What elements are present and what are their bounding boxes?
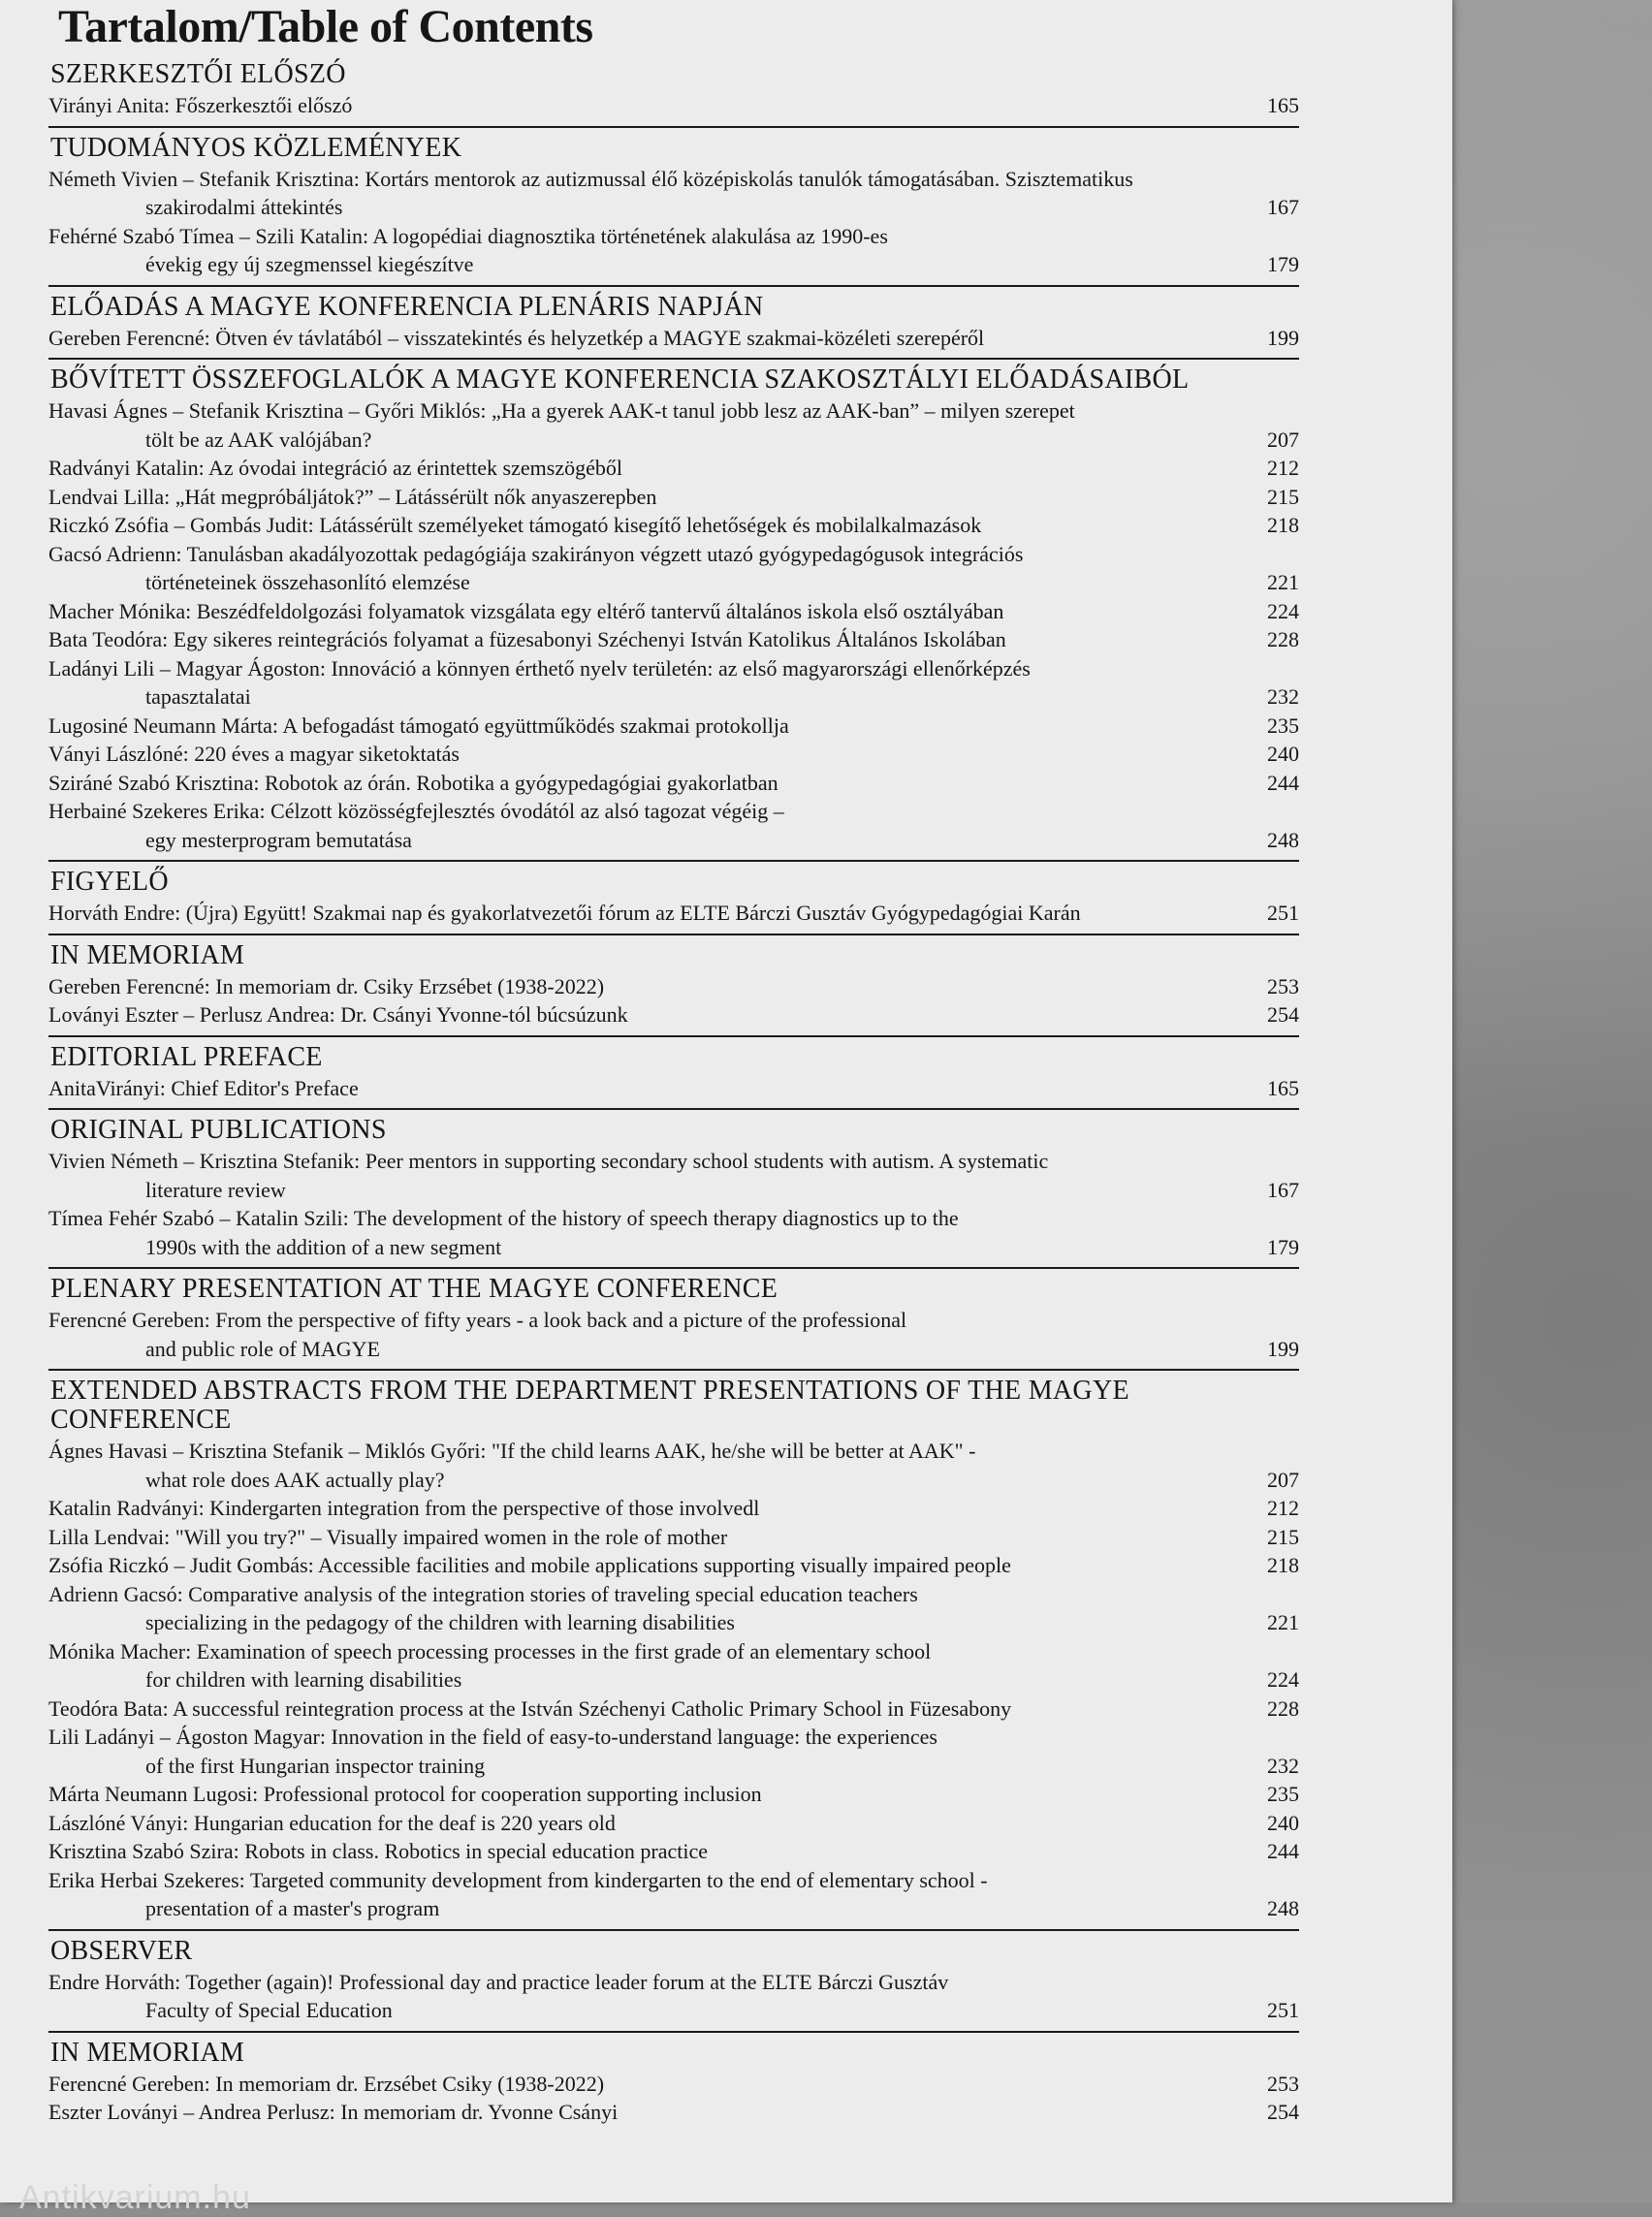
toc-section (48, 1275, 1299, 1371)
entry-title-continuation: specializing in the pedagogy of the children with learning disabilities (145, 1610, 735, 1634)
entry-text-block (48, 1551, 1241, 1580)
entry-title: Gereben Ferencné: Ötven év távlatából – visszatekintés és helyzetkép a MAGYE szakmai-közéleti szerepéről (48, 325, 985, 350)
toc-entry (48, 1968, 1299, 2025)
entry-title: Bata Teodóra: Egy sikeres reintegrációs folyamat a füzesabonyi Széchenyi István Katolikus Általános Iskolában (48, 627, 1006, 651)
page-number: 199 (1267, 1336, 1299, 1361)
entry-text-block (48, 769, 1241, 798)
toc-entry (48, 1204, 1299, 1261)
toc-section (48, 1377, 1299, 1931)
page-number: 215 (1267, 484, 1299, 509)
page-number: 253 (1267, 2071, 1299, 2096)
toc-entry (48, 1551, 1299, 1580)
entry-text-block (48, 1204, 1241, 1261)
entry-text-block (48, 1694, 1241, 1724)
page-number: 212 (1267, 456, 1299, 480)
entry-text-block (48, 625, 1241, 654)
page-number: 248 (1267, 1896, 1299, 1920)
entry-title: Ferencné Gereben: From the perspective of fifty years - a look back and a picture of the professional (48, 1308, 907, 1332)
page-number: 240 (1267, 1810, 1299, 1835)
section-heading: EDITORIAL PREFACE (50, 1041, 323, 1072)
page-number: 254 (1267, 1002, 1299, 1027)
entry-title-continuation: történeteinek összehasonlító elemzése (145, 570, 470, 594)
toc-section (48, 941, 1299, 1037)
entry-title: Sziráné Szabó Krisztina: Robotok az órán. Robotika a gyógypedagógiai gyakorlatban (48, 770, 778, 795)
toc-entry (48, 1523, 1299, 1552)
toc-section (48, 1937, 1299, 2033)
entry-text-block (48, 654, 1241, 712)
page-number: 165 (1267, 1075, 1299, 1100)
toc-entry (48, 1809, 1299, 1838)
entry-text-block (48, 483, 1241, 512)
toc-entry (48, 654, 1299, 712)
page-number: 244 (1267, 1839, 1299, 1863)
toc-section (48, 868, 1299, 935)
entry-title: Herbainé Szekeres Erika: Célzott közösségfejlesztés óvodától az alsó tagozat végéig – (48, 799, 784, 823)
entry-text-block (48, 91, 1241, 120)
entry-title-continuation: évekig egy új szegmenssel kiegészítve (145, 252, 474, 276)
entry-text-block (48, 165, 1241, 222)
entry-title: Mónika Macher: Examination of speech processing processes in the first grade of an elementary school (48, 1638, 932, 1663)
background-surface (1452, 0, 1652, 2202)
entry-title: Macher Mónika: Beszédfeldolgozási folyamatok vizsgálata egy eltérő tantervű általános iskola első osztályában (48, 598, 1004, 623)
entry-text-block (48, 797, 1241, 854)
entry-text-block (48, 1809, 1241, 1838)
toc-entry (48, 1723, 1299, 1780)
table-of-contents (48, 56, 1299, 2138)
toc-entry (48, 511, 1299, 540)
toc-entry (48, 1000, 1299, 1029)
section-heading: IN MEMORIAM (50, 939, 245, 970)
entry-title-continuation: egy mesterprogram bemutatása (145, 827, 412, 852)
page-number: 218 (1267, 513, 1299, 537)
entry-title-continuation: literature review (145, 1177, 286, 1202)
entry-text-block (48, 1780, 1241, 1809)
entry-title: Fehérné Szabó Tímea – Szili Katalin: A logopédiai diagnosztika történetének alakulása az 1990-es (48, 223, 888, 248)
page-number: 248 (1267, 827, 1299, 852)
entry-title: Lendvai Lilla: „Hát megpróbáljátok?” – Látássérült nők anyaszerepben (48, 484, 657, 509)
toc-section (48, 1116, 1299, 1269)
entry-title: Endre Horváth: Together (again)! Professional day and practice leader forum at the ELTE Bárczi Gusztáv (48, 1969, 949, 1994)
entry-title: Havasi Ágnes – Stefanik Krisztina – Győri Miklós: „Ha a gyerek AAK-t tanul jobb lesz az AAK-ban” – milyen szerepet (48, 398, 1075, 423)
page-number: 212 (1267, 1496, 1299, 1520)
entry-title-continuation: 1990s with the addition of a new segment (145, 1234, 502, 1259)
toc-section (48, 293, 1299, 361)
toc-entry (48, 1837, 1299, 1866)
entry-title: Loványi Eszter – Perlusz Andrea: Dr. Csányi Yvonne-tól búcsúzunk (48, 1002, 628, 1027)
section-heading: ELŐADÁS A MAGYE KONFERENCIA PLENÁRIS NAPJÁN (50, 291, 764, 322)
entry-title-continuation: of the first Hungarian inspector training (145, 1753, 486, 1778)
entry-text-block (48, 1000, 1241, 1029)
toc-entry (48, 597, 1299, 626)
page-number: 240 (1267, 742, 1299, 766)
page-number: 232 (1267, 684, 1299, 709)
entry-title-continuation: szakirodalmi áttekintés (145, 195, 343, 219)
page-number: 251 (1267, 1998, 1299, 2022)
toc-section (48, 2039, 1299, 2133)
section-heading: SZERKESZTŐI ELŐSZÓ (50, 59, 346, 89)
page-number: 218 (1267, 1553, 1299, 1577)
page-number: 253 (1267, 973, 1299, 998)
page-number: 235 (1267, 713, 1299, 738)
entry-title: Ladányi Lili – Magyar Ágoston: Innováció a könnyen érthető nyelv területén: az első magyarországi ellenőrképzés (48, 655, 1031, 681)
toc-entry (48, 165, 1299, 222)
page-number: 244 (1267, 770, 1299, 795)
section-heading: EXTENDED ABSTRACTS FROM THE DEPARTMENT PRESENTATIONS OF THE MAGYE CONFERENCE (50, 1376, 1129, 1435)
entry-text-block (48, 222, 1241, 279)
entry-text-block (48, 1523, 1241, 1552)
toc-section (48, 60, 1299, 128)
page-number: 221 (1267, 570, 1299, 594)
toc-entry (48, 1494, 1299, 1523)
section-heading: TUDOMÁNYOS KÖZLEMÉNYEK (50, 132, 462, 163)
entry-title: Lili Ladányi – Ágoston Magyar: Innovation in the field of easy-to-understand language: the experiences (48, 1725, 937, 1749)
entry-title: Horváth Endre: (Újra) Együtt! Szakmai nap és gyakorlatvezetői fórum az ELTE Bárczi Gusztáv Gyógypedagógiai Karán (48, 901, 1081, 925)
page-number: 228 (1267, 627, 1299, 651)
entry-text-block (48, 1637, 1241, 1694)
toc-entry (48, 899, 1299, 928)
entry-text-block (48, 1147, 1241, 1204)
entry-text-block (48, 740, 1241, 769)
entry-title: Vivien Németh – Krisztina Stefanik: Peer mentors in supporting secondary school students with autism. A systematic (48, 1149, 1049, 1173)
page-number: 207 (1267, 427, 1299, 452)
entry-text-block (48, 454, 1241, 483)
toc-entry (48, 483, 1299, 512)
entry-title: Tímea Fehér Szabó – Katalin Szili: The development of the history of speech therapy diagnostics up to the (48, 1206, 959, 1230)
entry-title: Virányi Anita: Főszerkesztői előszó (48, 93, 353, 117)
toc-entry (48, 2098, 1299, 2127)
entry-title: Riczkó Zsófia – Gombás Judit: Látássérült személyeket támogató kisegítő lehetőségek és mobilalkalmazások (48, 513, 982, 537)
entry-title: AnitaVirányi: Chief Editor's Preface (48, 1075, 359, 1100)
entry-title-continuation: Faculty of Special Education (145, 1998, 393, 2022)
entry-text-block (48, 2098, 1241, 2127)
entry-text-block (48, 1437, 1241, 1494)
toc-entry (48, 1866, 1299, 1923)
entry-title: Erika Herbai Szekeres: Targeted community development from kindergarten to the end of elementary school - (48, 1867, 988, 1892)
entry-title-continuation: tapasztalatai (145, 684, 251, 709)
toc-entry (48, 1637, 1299, 1694)
toc-section (48, 134, 1299, 287)
entry-title-continuation: and public role of MAGYE (145, 1336, 380, 1361)
toc-entry (48, 797, 1299, 854)
entry-text-block (48, 1074, 1241, 1103)
page-number: 224 (1267, 598, 1299, 623)
entry-text-block (48, 1866, 1241, 1923)
toc-entry (48, 712, 1299, 741)
toc-entry (48, 91, 1299, 120)
entry-title-continuation: for children with learning disabilities (145, 1667, 462, 1692)
entry-text-block (48, 540, 1241, 597)
page-number: 199 (1267, 325, 1299, 350)
page-number: 207 (1267, 1467, 1299, 1492)
toc-entry (48, 454, 1299, 483)
page-number: 224 (1267, 1667, 1299, 1692)
entry-text-block (48, 972, 1241, 1001)
toc-entry (48, 540, 1299, 597)
entry-text-block (48, 324, 1241, 353)
entry-title: Lilla Lendvai: "Will you try?" – Visually impaired women in the role of mother (48, 1524, 728, 1549)
entry-text-block (48, 712, 1241, 741)
entry-title: Gereben Ferencné: In memoriam dr. Csiky Erzsébet (1938-2022) (48, 973, 605, 998)
toc-entry (48, 1780, 1299, 1809)
entry-title: Zsófia Riczkó – Judit Gombás: Accessible facilities and mobile applications supporting visually impaired people (48, 1553, 1011, 1577)
entry-title: Katalin Radványi: Kindergarten integration from the perspective of those involvedl (48, 1496, 760, 1520)
toc-entry (48, 1580, 1299, 1637)
entry-title: Ágnes Havasi – Krisztina Stefanik – Miklós Győri: "If the child learns AAK, he/she will be better at AAK" - (48, 1439, 976, 1463)
section-heading: ORIGINAL PUBLICATIONS (50, 1115, 387, 1145)
page-number: 232 (1267, 1753, 1299, 1778)
toc-entry (48, 1147, 1299, 1204)
page-title: Tartalom/Table of Contents (58, 1, 593, 52)
toc-section (48, 365, 1299, 862)
entry-title: Márta Neumann Lugosi: Professional protocol for cooperation supporting inclusion (48, 1782, 762, 1806)
toc-entry (48, 2070, 1299, 2099)
toc-entry (48, 972, 1299, 1001)
page-number: 179 (1267, 1234, 1299, 1259)
entry-text-block (48, 1494, 1241, 1523)
entry-title-continuation: what role does AAK actually play? (145, 1467, 445, 1492)
entry-text-block (48, 1837, 1241, 1866)
entry-text-block (48, 597, 1241, 626)
toc-entry (48, 740, 1299, 769)
section-heading: OBSERVER (50, 1935, 193, 1966)
entry-title: Ferencné Gereben: In memoriam dr. Erzsébet Csiky (1938-2022) (48, 2071, 605, 2096)
page-number: 167 (1267, 1177, 1299, 1202)
toc-entry (48, 769, 1299, 798)
entry-title-continuation: tölt be az AAK valójában? (145, 427, 372, 452)
entry-title: Gacsó Adrienn: Tanulásban akadályozottak pedagógiája szakirányon végzett utazó gyógypedagógusok integrációs (48, 541, 1024, 566)
section-heading: PLENARY PRESENTATION AT THE MAGYE CONFERENCE (50, 1274, 778, 1304)
page-number: 215 (1267, 1524, 1299, 1549)
toc-section (48, 1043, 1299, 1111)
page-number: 221 (1267, 1610, 1299, 1634)
entry-title: Lászlóné Ványi: Hungarian education for the deaf is 220 years old (48, 1810, 616, 1835)
page-number: 251 (1267, 901, 1299, 925)
toc-entry (48, 222, 1299, 279)
toc-entry (48, 1074, 1299, 1103)
entry-title: Adrienn Gacsó: Comparative analysis of the integration stories of traveling special education teachers (48, 1581, 918, 1606)
page-number: 235 (1267, 1782, 1299, 1806)
page-number: 167 (1267, 195, 1299, 219)
entry-text-block (48, 1580, 1241, 1637)
section-heading: IN MEMORIAM (50, 2037, 245, 2068)
entry-title: Eszter Loványi – Andrea Perlusz: In memoriam dr. Yvonne Csányi (48, 2100, 619, 2124)
section-heading: BŐVÍTETT ÖSSZEFOGLALÓK A MAGYE KONFERENCIA SZAKOSZTÁLYI ELŐADÁSAIBÓL (50, 364, 1190, 395)
entry-title: Radványi Katalin: Az óvodai integráció az érintettek szemszögéből (48, 456, 622, 480)
entry-text-block (48, 1306, 1241, 1363)
watermark: Antikvarium.hu (19, 2179, 251, 2216)
entry-title: Krisztina Szabó Szira: Robots in class. Robotics in special education practice (48, 1839, 708, 1863)
toc-entry (48, 625, 1299, 654)
section-heading: FIGYELŐ (50, 867, 169, 897)
entry-title: Ványi Lászlóné: 220 éves a magyar siketoktatás (48, 742, 460, 766)
entry-title: Teodóra Bata: A successful reintegration process at the István Széchenyi Catholic Primary School in Füzesabony (48, 1695, 1012, 1721)
toc-entry (48, 396, 1299, 454)
page-number: 254 (1267, 2100, 1299, 2124)
entry-text-block (48, 2070, 1241, 2099)
toc-entry (48, 1694, 1299, 1724)
entry-text-block (48, 1968, 1241, 2025)
entry-title-continuation: presentation of a master's program (145, 1896, 440, 1920)
page-number: 165 (1267, 93, 1299, 117)
toc-entry (48, 1306, 1299, 1363)
entry-title: Lugosiné Neumann Márta: A befogadást támogató együttműködés szakmai protokollja (48, 713, 789, 738)
toc-entry (48, 1437, 1299, 1494)
toc-entry (48, 324, 1299, 353)
page-number: 228 (1267, 1695, 1299, 1721)
entry-text-block (48, 396, 1241, 454)
entry-text-block (48, 511, 1241, 540)
entry-text-block (48, 899, 1241, 928)
entry-text-block (48, 1723, 1241, 1780)
page-number: 179 (1267, 252, 1299, 276)
entry-title: Németh Vivien – Stefanik Krisztina: Kortárs mentorok az autizmussal élő középiskolás tanulók támogatásában. Szisztematikus (48, 166, 1133, 191)
